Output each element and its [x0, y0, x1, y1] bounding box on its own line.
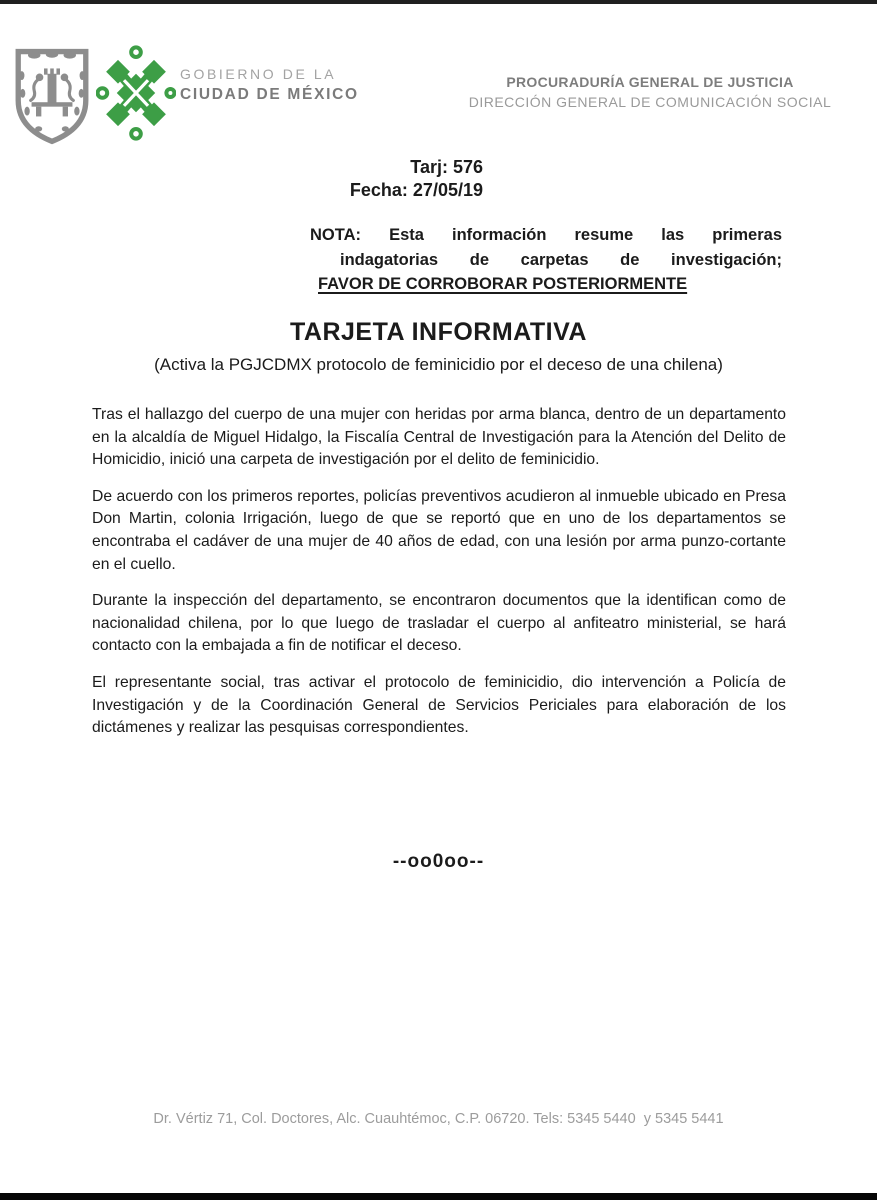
card-date: Fecha: 27/05/19: [349, 180, 483, 200]
mexico-city-coat-of-arms-icon: [12, 44, 92, 148]
body-paragraph-2: De acuerdo con los primeros reportes, policías preventivos acudieron al inmueble ubicado en Presa Don Martin, colonia Irrigación, luego de que se reportó que en uno de los departamentos se encontraba el cadáver de una mujer de 40 años de edad, con una lesión por arma punzo-cortante en el cuello.: [92, 487, 786, 573]
body-paragraph-4: El representante social, tras activar el protocolo de feminicidio, dio intervención a Policía de Investigación y de la Coordinación General de Servicios Periciales para elaboración de los dictámenes y realizar las pesquisas correspondientes.: [92, 673, 786, 737]
document-title: TARJETA INFORMATIVA: [290, 318, 587, 346]
body-paragraph-1: Tras el hallazgo del cuerpo de una mujer con heridas por arma blanca, dentro de un departamento en la alcaldía de Miguel Hidalgo, la Fiscalía Central de Investigación para la Atención del Delito de Homicidio, inició una carpeta de investigación por el delito de feminicidio.: [92, 406, 786, 469]
agency-department: DIRECCIÓN GENERAL DE COMUNICACIÓN SOCIAL: [468, 94, 832, 110]
document-subtitle: (Activa la PGJCDMX protocolo de feminicidio por el deceso de una chilena): [154, 355, 723, 374]
government-name: [180, 66, 359, 104]
nota-warning-underlined: FAVOR DE CORROBORAR POSTERIORMENTE: [318, 275, 688, 293]
body-paragraph-3: Durante la inspección del departamento, se encontraron documentos que la identifican como de nacionalidad chilena, por lo que luego de trasladar el cuerpo al anfiteatro ministerial, se hará contacto con la embajada a fin de notificar el deceso.: [92, 592, 786, 655]
document-body: [92, 404, 786, 754]
government-name-line1: GOBIERNO DE LA: [180, 66, 337, 82]
nota-line1: [310, 223, 782, 248]
card-meta: [92, 156, 483, 202]
scan-edge-bottom: [0, 1193, 877, 1200]
card-number: Tarj: 576: [410, 157, 483, 177]
nota-line1-text: Esta información resume las primeras: [389, 226, 782, 244]
end-separator: --oo0oo--: [392, 851, 485, 872]
nota-line2: indagatorias de carpetas de investigación;: [340, 250, 782, 269]
agency-header: [450, 74, 850, 110]
agency-name: PROCURADURÍA GENERAL DE JUSTICIA: [506, 74, 794, 90]
government-name-line2: CIUDAD DE MÉXICO: [180, 86, 359, 103]
nota-block: [310, 223, 782, 297]
footer-address: Dr. Vértiz 71, Col. Doctores, Alc. Cuauhtémoc, C.P. 06720. Tels: 5345 5440 y 5345 5441: [153, 1111, 724, 1127]
cdmx-government-logo-icon: [96, 38, 176, 148]
scan-edge-top: [0, 0, 877, 4]
nota-label: NOTA:: [310, 226, 362, 244]
